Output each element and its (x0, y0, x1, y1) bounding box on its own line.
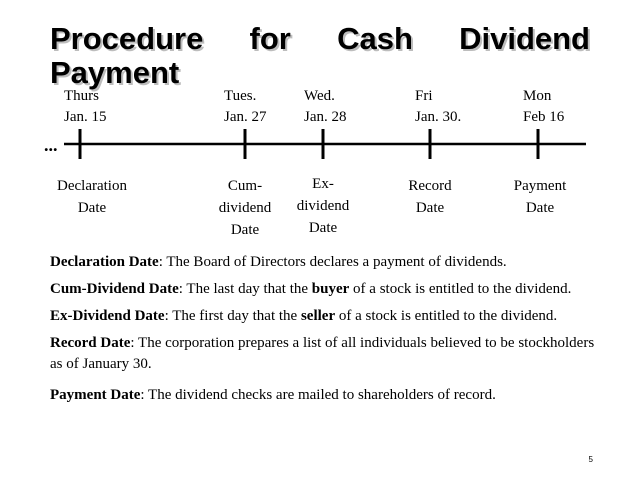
event-label-line: Payment (513, 178, 567, 194)
event-date: Feb 16 (523, 109, 565, 125)
title-word: Cash (337, 21, 413, 56)
definition-text: of a stock is entitled to the dividend. (349, 281, 572, 297)
event-day: Fri (415, 88, 433, 104)
event-label-line: Ex- (312, 176, 334, 192)
event-label-line: Date (77, 200, 107, 216)
event-label-line: dividend (218, 200, 272, 216)
event-day: Mon (523, 88, 552, 104)
definition-term: Cum-Dividend Date (50, 281, 179, 297)
definition-term: Record Date (50, 335, 131, 351)
definition-text: : The first day that the (164, 308, 301, 324)
event-label-line: Declaration (57, 178, 127, 194)
definition-text: : The corporation prepares a list of all individuals believed to be stockholders as of January 30. (50, 335, 595, 372)
definition-payment (50, 385, 610, 406)
event-day: Tues. (224, 88, 257, 104)
title-word: Dividend (459, 21, 590, 56)
event-label-declaration (47, 175, 137, 219)
title-word: for (249, 21, 291, 56)
definition-text: : The Board of Directors declares a payment of dividends. (158, 254, 507, 270)
title-word: Procedure (50, 21, 204, 56)
definition-ex-dividend (50, 306, 610, 327)
event-date: Jan. 30. (415, 109, 462, 125)
definition-term: Payment Date (50, 387, 141, 403)
event-date: Jan. 15 (64, 109, 107, 125)
event-label-ex-dividend (283, 173, 363, 239)
event-label-line: Record (408, 178, 452, 194)
definition-term: Ex-Dividend Date (50, 308, 165, 324)
definition-emphasis: seller (300, 308, 336, 324)
definition-text: : The dividend checks are mailed to shareholders of record. (140, 387, 496, 403)
definition-declaration (50, 252, 610, 273)
event-label-line: Cum- (227, 178, 263, 194)
event-day: Thurs (64, 88, 99, 104)
definition-cum-dividend (50, 279, 610, 300)
definition-text: of a stock is entitled to the dividend. (335, 308, 558, 324)
event-date: Jan. 27 (224, 109, 267, 125)
event-date: Jan. 28 (304, 109, 347, 125)
definition-text: : The last day that the (178, 281, 312, 297)
event-label-record (390, 175, 470, 219)
event-label-cum-dividend (205, 175, 285, 241)
event-label-line: Date (308, 220, 338, 236)
timeline-ellipsis: ... (44, 135, 58, 155)
definitions-list (50, 252, 610, 412)
event-label-line: dividend (296, 198, 350, 214)
event-label-line: Date (525, 200, 555, 216)
page-number: 5 (588, 455, 593, 464)
event-label-line: Date (415, 200, 445, 216)
event-day: Wed. (304, 88, 335, 104)
definition-emphasis: buyer (311, 281, 350, 297)
definition-record (50, 333, 610, 375)
definition-term: Declaration Date (50, 254, 159, 270)
title-word: Payment (50, 55, 180, 90)
event-label-payment (498, 175, 582, 219)
event-label-line: Date (230, 222, 260, 238)
